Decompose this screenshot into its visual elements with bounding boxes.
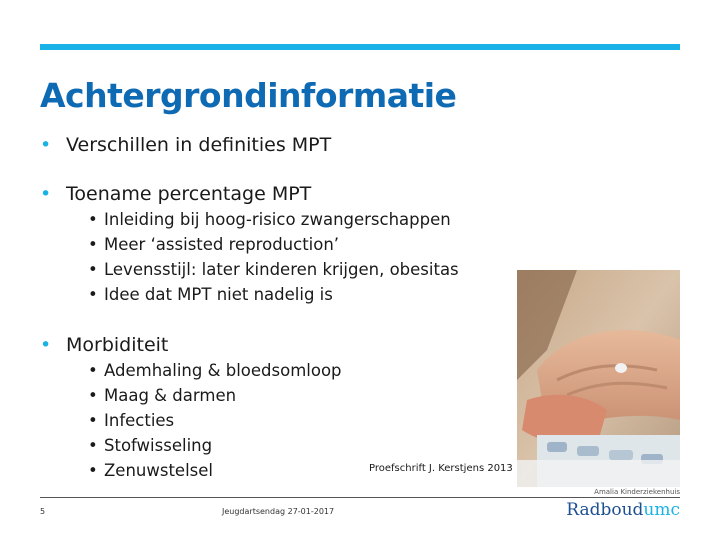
sub-bullet-marker: • <box>88 436 98 455</box>
top-accent-bar <box>40 44 680 50</box>
bullet-item <box>40 134 331 156</box>
bullet-item <box>40 183 311 205</box>
sub-bullet-item <box>88 260 459 279</box>
bullet-marker: • <box>40 334 52 356</box>
sub-bullet-marker: • <box>88 260 98 279</box>
sub-bullet-item <box>88 285 333 304</box>
logo-part-radboud: Radboud <box>566 500 644 520</box>
slide-title: Achtergrondinformatie <box>40 76 457 115</box>
radboudumc-logo <box>566 500 680 520</box>
bullet-marker: • <box>40 183 52 205</box>
sub-bullet-marker: • <box>88 361 98 380</box>
sub-bullet-text: Meer ‘assisted reproduction’ <box>104 235 340 254</box>
sub-bullet-item <box>88 210 451 229</box>
sub-bullet-item <box>88 461 213 480</box>
logo-part-umc: umc <box>643 500 680 520</box>
photo-caption: Proefschrift J. Kerstjens 2013 <box>369 463 513 474</box>
sub-bullet-marker: • <box>88 386 98 405</box>
footer-divider <box>40 497 680 498</box>
sub-bullet-text: Zenuwstelsel <box>104 461 213 480</box>
sub-bullet-item <box>88 361 342 380</box>
bullet-marker: • <box>40 134 52 156</box>
sub-bullet-text: Stofwisseling <box>104 436 213 455</box>
sub-bullet-text: Maag & darmen <box>104 386 237 405</box>
sub-bullet-text: Ademhaling & bloedsomloop <box>104 361 342 380</box>
bullet-text: Verschillen in definities MPT <box>66 134 332 156</box>
sub-bullet-item <box>88 386 236 405</box>
neonatal-hands-photo <box>517 270 680 487</box>
bullet-item <box>40 334 168 356</box>
sub-bullet-text: Levensstijl: later kinderen krijgen, obesitas <box>104 260 459 279</box>
sub-bullet-marker: • <box>88 285 98 304</box>
sub-bullet-marker: • <box>88 235 98 254</box>
page-number: 5 <box>40 507 46 516</box>
sub-bullet-item <box>88 235 339 254</box>
sub-bullet-item <box>88 411 174 430</box>
sub-bullet-text: Infecties <box>104 411 175 430</box>
bullet-text: Toename percentage MPT <box>66 183 312 205</box>
sub-bullet-marker: • <box>88 411 98 430</box>
sub-bullet-text: Inleiding bij hoog-risico zwangerschappen <box>104 210 451 229</box>
sub-bullet-marker: • <box>88 461 98 480</box>
sub-bullet-text: Idee dat MPT niet nadelig is <box>104 285 333 304</box>
sub-bullet-item <box>88 436 212 455</box>
bullet-text: Morbiditeit <box>66 334 169 356</box>
sub-bullet-marker: • <box>88 210 98 229</box>
amalia-label: Amalia Kinderziekenhuis <box>594 488 680 496</box>
footer-event: Jeugdartsendag 27-01-2017 <box>222 507 335 516</box>
